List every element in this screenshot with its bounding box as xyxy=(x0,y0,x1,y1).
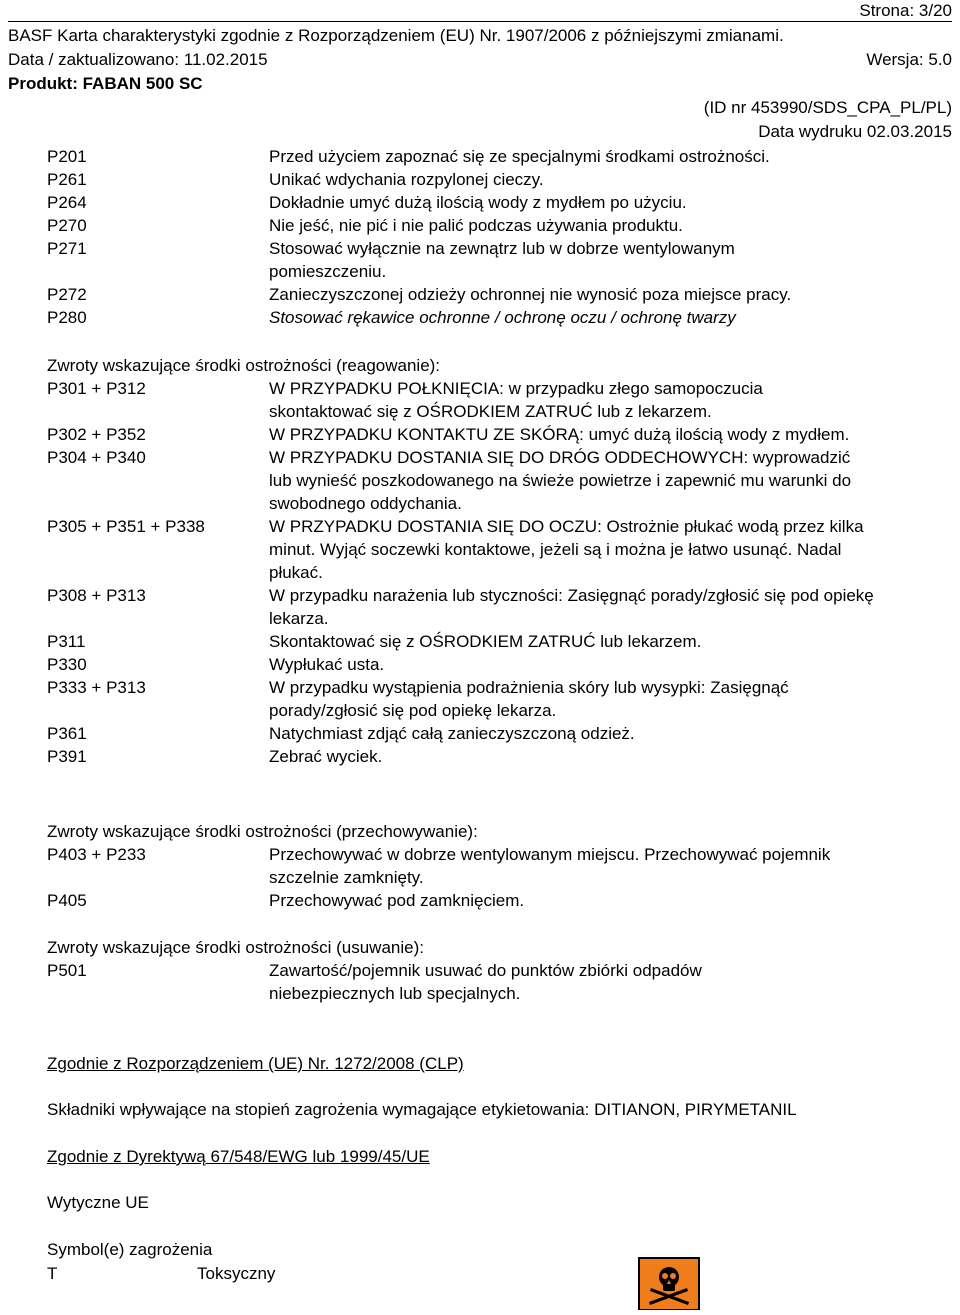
statement-row xyxy=(47,423,947,446)
statement-code: P271 xyxy=(47,239,87,258)
eu-guidelines: Wytyczne UE xyxy=(47,1193,149,1212)
statement-code: P405 xyxy=(47,891,87,910)
statement-code: P501 xyxy=(47,961,87,980)
skull-crossbones-icon xyxy=(638,1257,700,1310)
statement-text: Wypłukać usta. xyxy=(269,655,385,674)
statement-text: Zebrać wyciek. xyxy=(269,747,383,766)
hazard-symbols-label: Symbol(e) zagrożenia xyxy=(47,1240,213,1259)
statement-code: P301 + P312 xyxy=(47,379,146,398)
statement-row xyxy=(47,653,947,676)
statement-text: W PRZYPADKU DOSTANIA SIĘ DO DRÓG ODDECHOWYCH: wyprowadzić lub wynieść poszkodowanego na świeże powietrze i zapewnić mu warunki do swobodnego oddychania. xyxy=(269,448,852,513)
statement-row xyxy=(47,722,947,745)
statement-text: Przechowywać w dobrze wentylowanym miejscu. Przechowywać pojemnik szczelnie zamknięty. xyxy=(269,845,831,887)
statement-row xyxy=(47,676,947,722)
storage-section xyxy=(47,820,947,912)
statement-code: P302 + P352 xyxy=(47,425,146,444)
statement-code: P270 xyxy=(47,216,87,235)
statement-text: Zawartość/pojemnik usuwać do punktów zbiórki odpadów niebezpiecznych lub specjalnych. xyxy=(269,961,702,1003)
statement-row xyxy=(47,843,947,889)
product-label: Produkt: xyxy=(8,74,83,93)
statement-row xyxy=(47,584,947,630)
statement-code: P308 + P313 xyxy=(47,586,146,605)
statement-text: Nie jeść, nie pić i nie palić podczas używania produktu. xyxy=(269,216,683,235)
response-title: Zwroty wskazujące środki ostrożności (reagowanie): xyxy=(47,356,441,375)
print-date: Data wydruku 02.03.2015 xyxy=(758,122,952,141)
prevention-list xyxy=(47,145,947,329)
product-name: FABAN 500 SC xyxy=(82,74,203,93)
statement-code: P330 xyxy=(47,655,87,674)
statement-code: P280 xyxy=(47,308,87,327)
statement-code: P272 xyxy=(47,285,87,304)
header-rule xyxy=(8,21,952,22)
document-id: (ID nr 453990/SDS_CPA_PL/PL) xyxy=(703,98,952,117)
statement-text: Stosować wyłącznie na zewnątrz lub w dobrze wentylowanym pomieszczeniu. xyxy=(269,239,735,281)
statement-row xyxy=(47,306,947,329)
statement-text: W przypadku narażenia lub styczności: Zasięgnąć porady/zgłosić się pod opiekę lekarza. xyxy=(269,586,874,628)
statement-row xyxy=(47,745,947,768)
disposal-section xyxy=(47,936,947,1005)
statement-row xyxy=(47,237,947,283)
statement-text: W PRZYPADKU DOSTANIA SIĘ DO OCZU: Ostrożnie płukać wodą przez kilka minut. Wyjąć soczewki kontaktowe, jeżeli są i można je łatwo usunąć. Nadal płukać. xyxy=(269,517,864,582)
hazard-components: Składniki wpływające na stopień zagrożenia wymagające etykietowania: DITIANON, PIRYMETANIL xyxy=(47,1100,797,1119)
page-number: Strona: 3/20 xyxy=(859,1,952,20)
response-section xyxy=(47,354,947,768)
product-line xyxy=(8,73,952,94)
hazard-symbol-code: T xyxy=(47,1264,58,1283)
statement-text: Przed użyciem zapoznać się ze specjalnymi środkami ostrożności. xyxy=(269,147,770,166)
statement-text: Dokładnie umyć dużą ilością wody z mydłem po użyciu. xyxy=(269,193,687,212)
statement-text: Zanieczyszczonej odzieży ochronnej nie wynosić poza miejsce pracy. xyxy=(269,285,792,304)
statement-text: W PRZYPADKU KONTAKTU ZE SKÓRĄ: umyć dużą ilością wody z mydłem. xyxy=(269,425,850,444)
disposal-title: Zwroty wskazujące środki ostrożności (usuwanie): xyxy=(47,938,424,957)
directive-heading: Zgodnie z Dyrektywą 67/548/EWG lub 1999/45/UE xyxy=(47,1147,430,1166)
version: Wersja: 5.0 xyxy=(866,50,952,69)
statement-row xyxy=(47,283,947,306)
statement-text: W przypadku wystąpienia podrażnienia skóry lub wysypki: Zasięgnąć porady/zgłosić się pod opiekę lekarza. xyxy=(269,678,789,720)
hazard-symbol-row xyxy=(47,1262,275,1285)
statement-text: Natychmiast zdjąć całą zanieczyszczoną odzież. xyxy=(269,724,635,743)
statement-text: Przechowywać pod zamknięciem. xyxy=(269,891,525,910)
statement-row xyxy=(47,630,947,653)
hazard-symbol-name: Toksyczny xyxy=(197,1264,276,1283)
statement-code: P403 + P233 xyxy=(47,845,146,864)
statement-code: P311 xyxy=(47,632,86,651)
statement-row xyxy=(47,145,947,168)
statement-row xyxy=(47,959,947,1005)
revision-line xyxy=(8,49,952,70)
statement-text: Skontaktować się z OŚRODKIEM ZATRUĆ lub lekarzem. xyxy=(269,632,702,651)
statement-row xyxy=(47,377,947,423)
statement-text: Unikać wdychania rozpylonej cieczy. xyxy=(269,170,544,189)
clp-heading: Zgodnie z Rozporządzeniem (UE) Nr. 1272/2008 (CLP) xyxy=(47,1054,464,1073)
statement-code: P305 + P351 + P338 xyxy=(47,517,205,536)
statement-code: P264 xyxy=(47,193,87,212)
statement-code: P261 xyxy=(47,170,87,189)
statement-row xyxy=(47,168,947,191)
statement-row xyxy=(47,191,947,214)
statement-row xyxy=(47,446,947,515)
statement-row xyxy=(47,214,947,237)
statement-code: P391 xyxy=(47,747,87,766)
statement-code: P361 xyxy=(47,724,87,743)
revision-date: Data / zaktualizowano: 11.02.2015 xyxy=(8,50,268,69)
statement-code: P201 xyxy=(47,147,87,166)
statement-row xyxy=(47,889,947,912)
statement-text: Stosować rękawice ochronne / ochronę oczu / ochronę twarzy xyxy=(269,308,736,327)
statement-row xyxy=(47,515,947,584)
statement-code: P304 + P340 xyxy=(47,448,146,467)
storage-title: Zwroty wskazujące środki ostrożności (przechowywanie): xyxy=(47,822,478,841)
statement-code: P333 + P313 xyxy=(47,678,146,697)
document-title: BASF Karta charakterystyki zgodnie z Rozporządzeniem (EU) Nr. 1907/2006 z późniejszymi zmianami. xyxy=(8,26,784,45)
statement-text: W PRZYPADKU POŁKNIĘCIA: w przypadku złego samopoczucia skontaktować się z OŚRODKIEM ZATRUĆ lub z lekarzem. xyxy=(269,379,763,421)
